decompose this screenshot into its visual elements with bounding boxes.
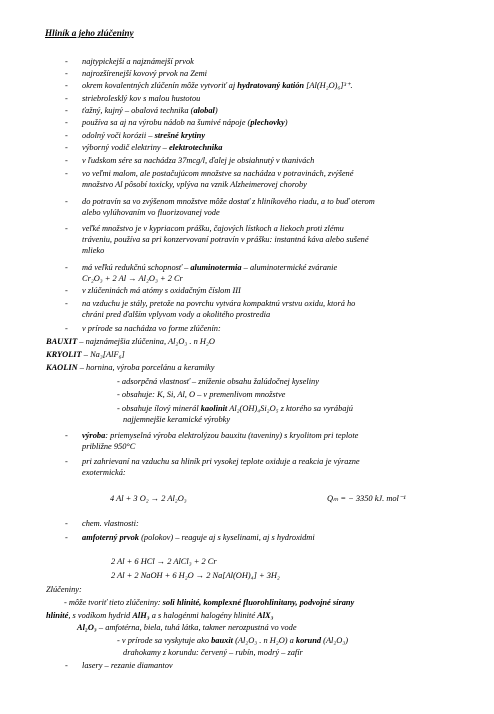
list-item-cont: mlieko: [82, 246, 105, 255]
bullet-marker: -: [65, 156, 68, 165]
bullet-marker: -: [65, 169, 68, 178]
list-item: najtypickejší a najznámejší prvok: [82, 57, 194, 66]
bullet-marker: -: [65, 661, 68, 670]
list-item: vo veľmi malom, ale postačujúcom množstve sa nachádza v potravinách, zvýšené: [82, 169, 354, 178]
list-item-cont: približne 950°C: [82, 442, 136, 451]
list-item-cont: množstvo Al pôsobí toxicky, vplýva na vznik Alzheimerovej choroby: [82, 180, 307, 189]
list-item: má veľkú redukčnú schopnosť – aluminotermia – aluminotermické zváranie: [82, 263, 338, 272]
bullet-marker: -: [65, 533, 68, 542]
bullet-marker: -: [65, 69, 68, 78]
page-title: Hliník a jeho zlúčeniny: [45, 28, 134, 38]
list-item: v zlúčeninách má atómy s oxidačným číslom III: [82, 286, 241, 295]
bullet-marker: -: [65, 118, 68, 127]
list-item: chem. vlastnosti:: [82, 519, 139, 528]
list-item-cont: alebo vylúhovaním vo fluorizovanej vode: [82, 208, 220, 217]
bullet-marker: -: [65, 299, 68, 308]
compounds-line-cont: hlinité, s vodíkom hydrid AlH₃ a s halogénmi halogény hlinité AlX₃: [46, 611, 274, 620]
bullet-marker: -: [65, 457, 68, 466]
kaolin-detail: - obsahuje: K, Si, Al, O – v premenlivom množstve: [117, 390, 286, 399]
compound-al2o3: Al₂O₃ – amfotérna, biela, tuhá látka, takmer nerozpustná vo vode: [77, 623, 297, 632]
equation: Cr₂O₃ + 2 Al → Al₂O₃ + 2 Cr: [82, 274, 183, 283]
list-item-cont: tráveniu, používa sa pri konzervovaní potravín v prášku: instantná káva alebo sušené: [82, 235, 369, 244]
bullet-marker: -: [65, 131, 68, 140]
bullet-marker: -: [65, 197, 68, 206]
bullet-marker: -: [65, 263, 68, 272]
bullet-marker: -: [65, 106, 68, 115]
bullet-marker: -: [65, 57, 68, 66]
list-item: do potravín sa vo zvýšenom množstve môže dostať z hliníkového riadu, a to buď oterom: [82, 197, 375, 206]
kaolin-detail-cont: najjemnejšie keramické výrobky: [123, 415, 231, 424]
list-item: najrozšírenejší kovový prvok na Zemi: [82, 69, 207, 78]
equation: 2 Al + 6 HCl → 2 AlCl₃ + 2 Cr: [111, 557, 217, 566]
bullet-marker: -: [65, 94, 68, 103]
kaolin-detail: - obsahuje ílový minerál kaolinit Al₂(OH)₄Si₂O₅ z ktorého sa vyrábajú: [117, 404, 353, 413]
compound-detail-cont: drahokamy z korundu: červený – rubín, modrý – zafír: [123, 648, 303, 657]
list-item: výborný vodič elektriny – elektrotechnika: [82, 143, 223, 152]
list-item: pri zahrievaní na vzduchu sa hliník pri vysokej teplote oxiduje a reakcia je výrazne: [82, 457, 360, 466]
bullet-marker: -: [65, 519, 68, 528]
enthalpy: Qₘ = − 3350 kJ. mol⁻¹: [327, 494, 406, 503]
list-item: používa sa aj na výrobu nádob na šumivé nápoje (plechovky): [82, 118, 288, 127]
bullet-marker: -: [65, 324, 68, 333]
list-item-cont: exotermická:: [82, 468, 126, 477]
list-item: v ľudskom sére sa nachádza 37mcg/l, ďalej je obsiahnutý v tkanivách: [82, 156, 315, 165]
compounds-line: - môže tvoriť tieto zlúčeniny: soli hlinité, komplexné fluorohlinitany, podvojné sírany: [64, 598, 355, 607]
list-item: na vzduchu je stály, pretože na povrchu vytvára kompaktnú vrstvu oxidu, ktorá ho: [82, 299, 356, 308]
list-item: v prírode sa nachádza vo forme zlúčenín:: [82, 324, 221, 333]
kaolin-detail: - adsorpčná vlastnosť – zníženie obsahu žalúdočnej kyseliny: [117, 377, 319, 386]
list-item: ťažný, kujný – obalová technika (alobal): [82, 106, 218, 115]
list-item: odolný voči korózii – strešné krytiny: [82, 131, 206, 140]
list-item: výroba: priemyselná výroba elektrolýzou bauxitu (taveniny) s kryolitom pri teplote: [82, 431, 359, 440]
list-item: veľké množstvo je v kypriacom prášku, čajových lístkoch a liekoch proti zlému: [82, 224, 344, 233]
list-item: striebrolesklý kov s malou hustotou: [82, 94, 201, 103]
list-item: lasery – rezanie diamantov: [82, 661, 173, 670]
list-item: okrem kovalentných zlúčenín môže vytvoriť aj hydratovaný katión [Al(H₂O)₆]³⁺.: [82, 81, 353, 90]
bullet-marker: -: [65, 224, 68, 233]
bullet-marker: -: [65, 431, 68, 440]
section-heading: Zlúčeniny:: [46, 585, 82, 594]
equation: 4 Al + 3 O₂ → 2 Al₂O₃: [110, 494, 187, 503]
equation: 2 Al + 2 NaOH + 6 H₂O → 2 Na[Al(OH)₄] + 3H₂: [111, 571, 280, 580]
mineral-kryolit: KRYOLIT – Na₃[AlF₆]: [46, 350, 125, 359]
bullet-marker: -: [65, 143, 68, 152]
list-item-cont: chráni pred ďalším vplyvom vody a okolitého prostredia: [82, 310, 271, 319]
bullet-marker: -: [65, 286, 68, 295]
compound-detail: - v prírode sa vyskytuje ako bauxit (Al₂O₃ . n H₂O) a korund (Al₂O₃): [117, 636, 349, 645]
mineral-bauxit: BAUXIT – najznámejšia zlúčenina, Al₂O₃ . n H₂O: [46, 337, 215, 346]
list-item: amfoterný prvok (polokov) – reaguje aj s kyselinami, aj s hydroxidmi: [82, 533, 315, 542]
mineral-kaolin: KAOLIN – hornina, výroba porcelánu a keramiky: [46, 363, 215, 372]
bullet-marker: -: [65, 81, 68, 90]
